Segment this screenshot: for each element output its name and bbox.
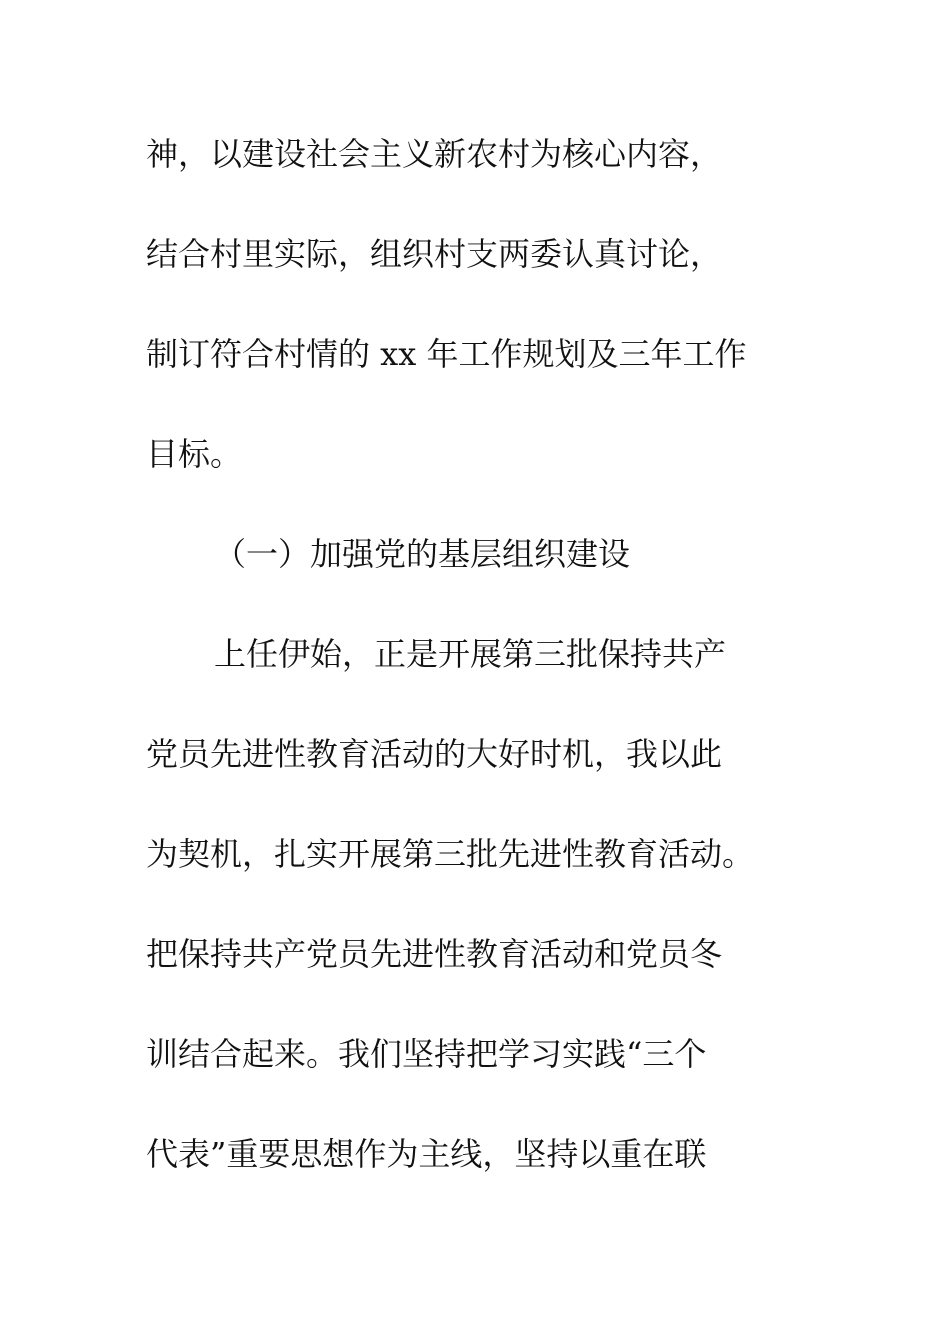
section-heading: （一）加强党的基层组织建设 [214, 535, 631, 573]
paragraph-line-1: 神，以建设社会主义新农村为核心内容， [146, 135, 723, 173]
paragraph-line-9: 训结合起来。我们坚持把学习实践“三个 [146, 1035, 707, 1073]
paragraph-line-2: 结合村里实际，组织村支两委认真讨论， [146, 235, 723, 273]
paragraph-line-6: 党员先进性教育活动的大好时机，我以此 [146, 735, 723, 773]
paragraph-line-10: 代表”重要思想作为主线，坚持以重在联 [146, 1135, 707, 1173]
paragraph-line-4: 目标。 [146, 435, 243, 473]
paragraph-line-3: 制订符合村情的 xx 年工作规划及三年工作 [146, 335, 747, 373]
paragraph-line-5: 上任伊始，正是开展第三批保持共产 [214, 635, 727, 673]
paragraph-line-7: 为契机，扎实开展第三批先进性教育活动。 [146, 835, 755, 873]
paragraph-line-8: 把保持共产党员先进性教育活动和党员冬 [146, 935, 723, 973]
